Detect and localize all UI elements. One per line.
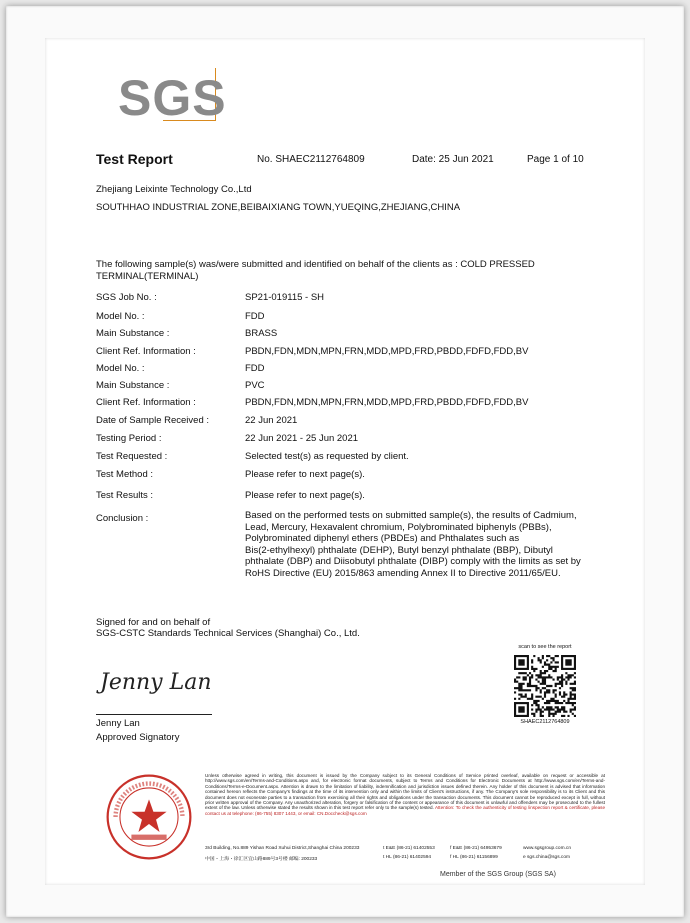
website: www.sgsgroup.com.cn [523,846,571,851]
field-value: FDD [245,311,265,322]
intro-line-1: The following sample(s) was/were submitted and identified on behalf of the clients as : COLD PRESSED [96,259,535,270]
field-label: Test Results : [96,490,154,501]
address-en: 3rd Building, No.889 Yishan Road Xuhui District,Shanghai China 200233 [205,846,360,851]
field-label: Date of Sample Received : [96,415,210,426]
field-label: Test Method : [96,469,154,480]
fax-hl: f HL (86-21) 61156899 [450,855,498,860]
handwritten-signature: Jenny Lan [100,670,212,695]
email: e sgs.china@sgs.com [523,855,570,860]
signatory-role: Approved Signatory [96,732,180,743]
conclusion-line: phthalate (DBP) and Diisobutyl phthalate (DIBP) comply with the limits as set by [245,556,581,567]
field-value: BRASS [245,328,278,339]
conclusion-line: Bis(2-ethylhexyl) phthalate (DEHP), Butyl benzyl phthalate (BBP), Dibutyl [245,544,553,556]
field-value: Selected test(s) as requested by client. [245,451,409,462]
address-cn: 中国・上海・徐汇区宜山路889号3号楼 邮编: 200233 [205,857,318,862]
conclusion-text [245,510,605,579]
terms-fine-print [205,773,605,816]
field-value: 22 Jun 2021 - 25 Jun 2021 [245,433,359,444]
authenticity-warning: Attention: To check the authenticity of testing /inspection report & certificate, please contact us at telephone: (86-755) 8307 1443, or email: CN.Doccheck@sgs.com [205,805,606,816]
field-value: Please refer to next page(s). [245,490,365,501]
sgs-logo: SGS [118,70,227,126]
client-name: Zhejiang Leixinte Technology Co.,Ltd [96,184,252,195]
field-value: FDD [245,363,265,374]
conclusion-line: Based on the performed tests on submitted sample(s), the results of Cadmium, [245,510,577,521]
page-number: Page 1 of 10 [527,154,584,165]
field-label: Model No. : [96,363,145,374]
field-label: Main Substance : [96,328,170,339]
signed-on-behalf: Signed for and on behalf of [96,617,211,628]
field-label: Client Ref. Information : [96,346,196,357]
field-value: 22 Jun 2021 [245,415,298,426]
member-of-sgs-group: Member of the SGS Group (SGS SA) [440,871,556,878]
field-value: SP21-019115 - SH [245,292,325,303]
phone-ee: t E&E (86-21) 61402553 [383,846,435,851]
report-number: No. SHAEC2112764809 [257,154,365,165]
field-label: Test Requested : [96,451,168,462]
signature-line [96,714,212,715]
field-value: Please refer to next page(s). [245,469,365,480]
report-title: Test Report [96,151,173,167]
field-value: PVC [245,380,265,391]
conclusion-label: Conclusion : [96,513,149,524]
qr-report-id: SHAEC2112764809 [520,719,570,725]
conclusion-line: RoHS Directive (EU) 2015/863 amending Annex II to Directive 2011/65/EU. [245,567,561,579]
field-value: PBDN,FDN,MDN,MPN,FRN,MDD,MPD,FRD,PBDD,FDFD,FDD,BV [245,346,529,357]
report-date: Date: 25 Jun 2021 [412,154,494,165]
conclusion-line: Lead, Mercury, Hexavalent chromium, Polybrominated biphenyls (PBBs), [245,521,552,533]
field-label: Testing Period : [96,433,162,444]
signing-company: SGS-CSTC Standards Technical Services (Shanghai) Co., Ltd. [96,628,360,639]
phone-hl: t HL (86-21) 61402594 [383,855,432,860]
intro-line-2: TERMINAL(TERMINAL) [96,271,199,282]
field-label: SGS Job No. : [96,292,157,303]
test-report-page [45,38,645,885]
fax-ee: f E&E (86-21) 64953679 [450,846,502,851]
field-label: Model No. : [96,311,145,322]
client-address: SOUTHHAO INDUSTRIAL ZONE,BEIBAIXIANG TOWN,YUEQING,ZHEJIANG,CHINA [96,202,461,213]
qr-caption: scan to see the report [518,644,572,650]
qr-code-icon[interactable] [514,655,576,717]
field-label: Main Substance : [96,380,170,391]
terms-body: Unless otherwise agreed in writing, this document is issued by the Company subject to its General Conditions of Service printed overleaf, available on request or accessible at http://www.sgs.com/en/Terms-and-Conditions.aspx and, for electronic format documents, subject to Terms and Conditions for Electronic Documents at http://www.sgs.com/en/Terms-and-Conditions/Terms-e-Document.aspx. Attention is drawn to the limitation of liability, indemnification and jurisdiction issues defined therein. Any holder of this document is advised that information contained hereon reflects the Company's findings at the time of its intervention only and within the limits of Client's instructions, if any. The Company's sole responsibility is to its Client and this document does not exonerate parties to a transaction from exercising all their rights and obligations under the transaction documents. This document cannot be reproduced except in full, without prior written approval of the Company. Any unauthorized alteration, forgery or falsification of the content or appearance of this document is unlawful and offenders may be prosecuted to the fullest extent of the law. Unless otherwise stated the results shown in this test report refer only to the sample(s) tested. [205,773,605,811]
field-value: PBDN,FDN,MDN,MPN,FRN,MDD,MPD,FRD,PBDD,FDFD,FDD,BV [245,397,529,408]
conclusion-line: Polybrominated diphenyl ethers (PBDEs) and Phthalates such as [245,533,520,544]
field-label: Client Ref. Information : [96,397,196,408]
inspection-stamp-icon [105,773,193,861]
signatory-name: Jenny Lan [96,718,140,729]
